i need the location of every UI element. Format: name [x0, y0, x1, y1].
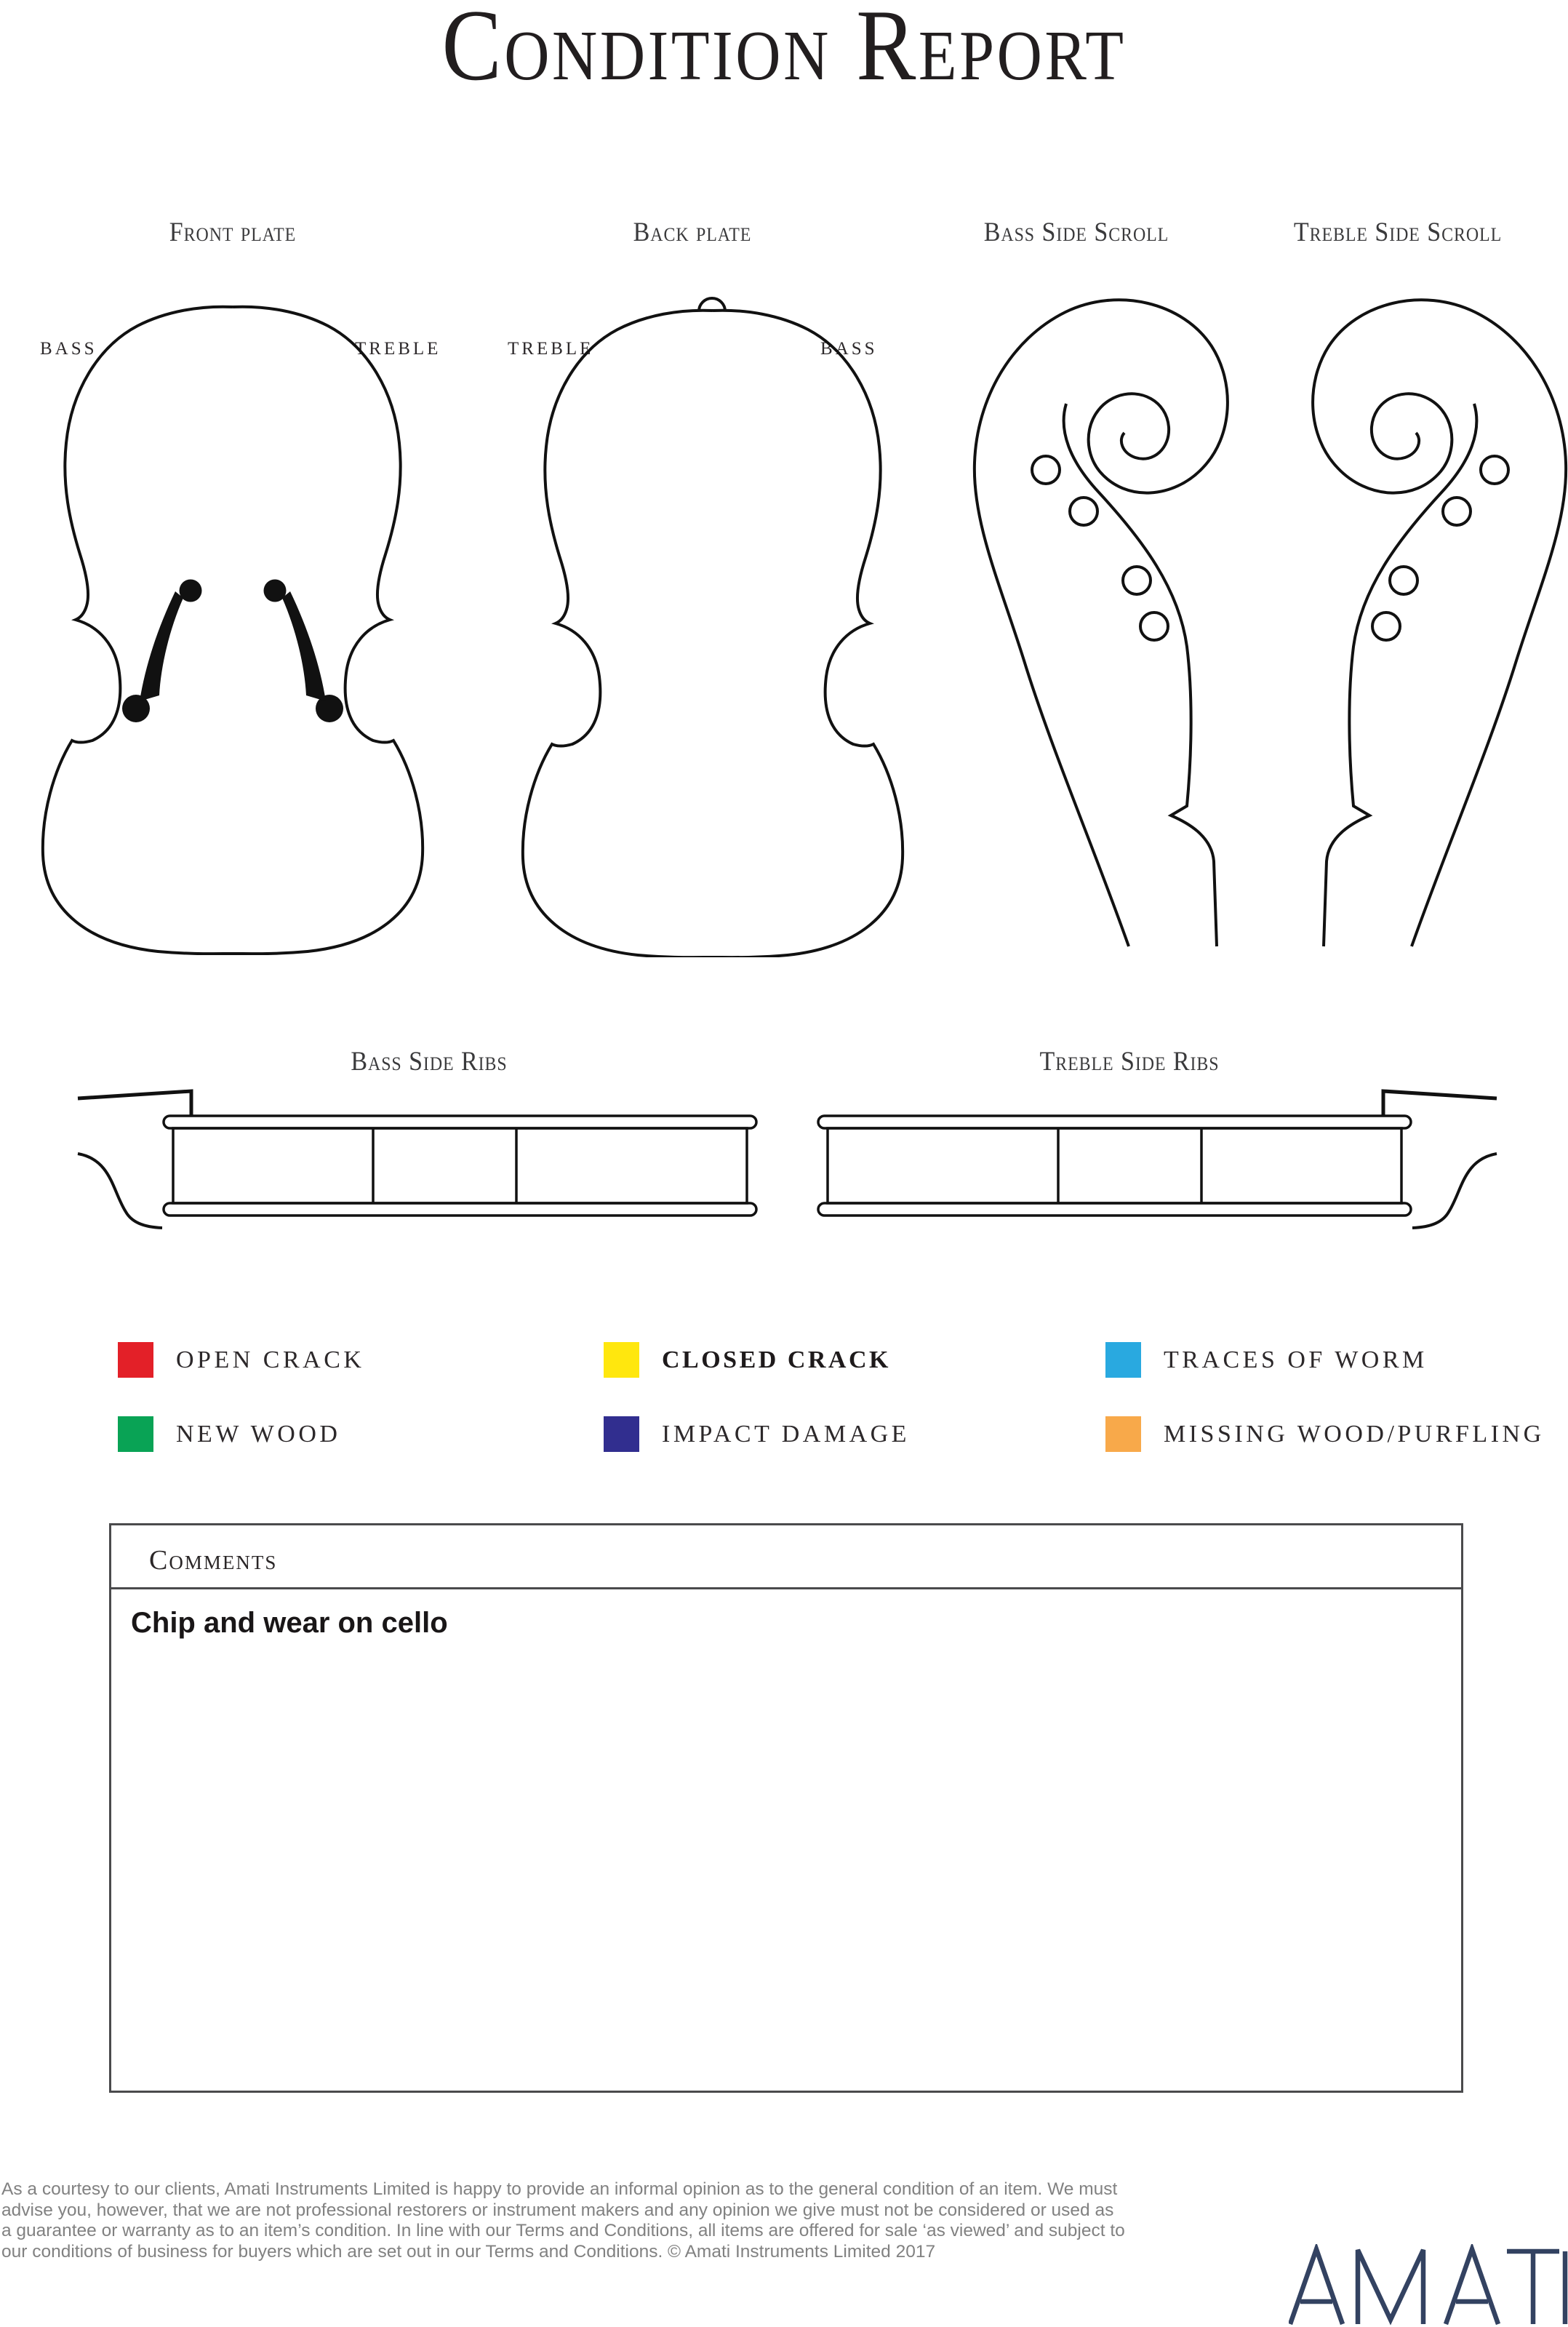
treble-side-scroll-diagram [1279, 297, 1568, 951]
bass-side-ribs-diagram [76, 1082, 767, 1232]
legend-label: OPEN CRACK [176, 1346, 365, 1373]
treble-side-ribs-diagram [807, 1082, 1498, 1232]
impact-damage-swatch [604, 1416, 639, 1452]
back-plate-diagram [505, 291, 920, 957]
legend-label: CLOSED CRACK [662, 1346, 891, 1373]
comments-header-label: Comments [149, 1545, 278, 1576]
bass-side-scroll-label: Bass Side Scroll [983, 217, 1169, 247]
comments-box [109, 1523, 1463, 2093]
treble-side-ribs-label: Treble Side Ribs [1039, 1047, 1220, 1077]
front-plate-bass-tag: BASS [40, 339, 97, 359]
footer-line: advise you, however, that we are not professional restorers or instrument makers and any opinion we give must not be considered or used as [1, 2200, 1114, 2220]
traces-of-worm-swatch [1105, 1342, 1141, 1378]
footer-line: a guarantee or warranty as to an item’s condition. In line with our Terms and Conditions, all items are offered for sale ‘as viewed’ and subject to [1, 2221, 1125, 2241]
comments-header [111, 1525, 1461, 1589]
page-title: Condition Report [441, 0, 1127, 102]
legend-label: TRACES OF WORM [1164, 1346, 1428, 1373]
open-crack-swatch [118, 1342, 153, 1378]
footer-line: As a courtesy to our clients, Amati Instruments Limited is happy to provide an informal opinion as to the general condition of an item. We must [1, 2179, 1118, 2199]
footer-line: our conditions of business for buyers which are set out in our Terms and Conditions. © Amati Instruments Limited 2017 [1, 2241, 936, 2262]
back-plate-label: Back plate [633, 217, 752, 247]
new-wood-swatch [118, 1416, 153, 1452]
bass-side-scroll-diagram [971, 297, 1262, 951]
back-plate-treble-tag: TREBLE [508, 339, 594, 359]
footer-disclaimer [1, 2179, 1165, 2262]
front-plate-label: Front plate [169, 217, 297, 247]
legend-label: IMPACT DAMAGE [662, 1421, 910, 1448]
bass-side-ribs-label: Bass Side Ribs [351, 1047, 508, 1077]
f-hole-bass-icon [122, 580, 202, 723]
f-hole-treble-icon [264, 580, 344, 723]
treble-side-scroll-label: Treble Side Scroll [1293, 217, 1503, 247]
front-plate-treble-tag: TREBLE [355, 339, 441, 359]
front-plate-diagram [25, 300, 440, 955]
comments-text: Chip and wear on cello [131, 1607, 448, 1639]
amati-logo [1289, 2244, 1568, 2326]
legend-label: NEW WOOD [176, 1421, 341, 1448]
missing-wood-swatch [1105, 1416, 1141, 1452]
closed-crack-swatch [604, 1342, 639, 1378]
legend-label: MISSING WOOD/PURFLING [1164, 1421, 1545, 1448]
back-plate-bass-tag: BASS [820, 339, 878, 359]
